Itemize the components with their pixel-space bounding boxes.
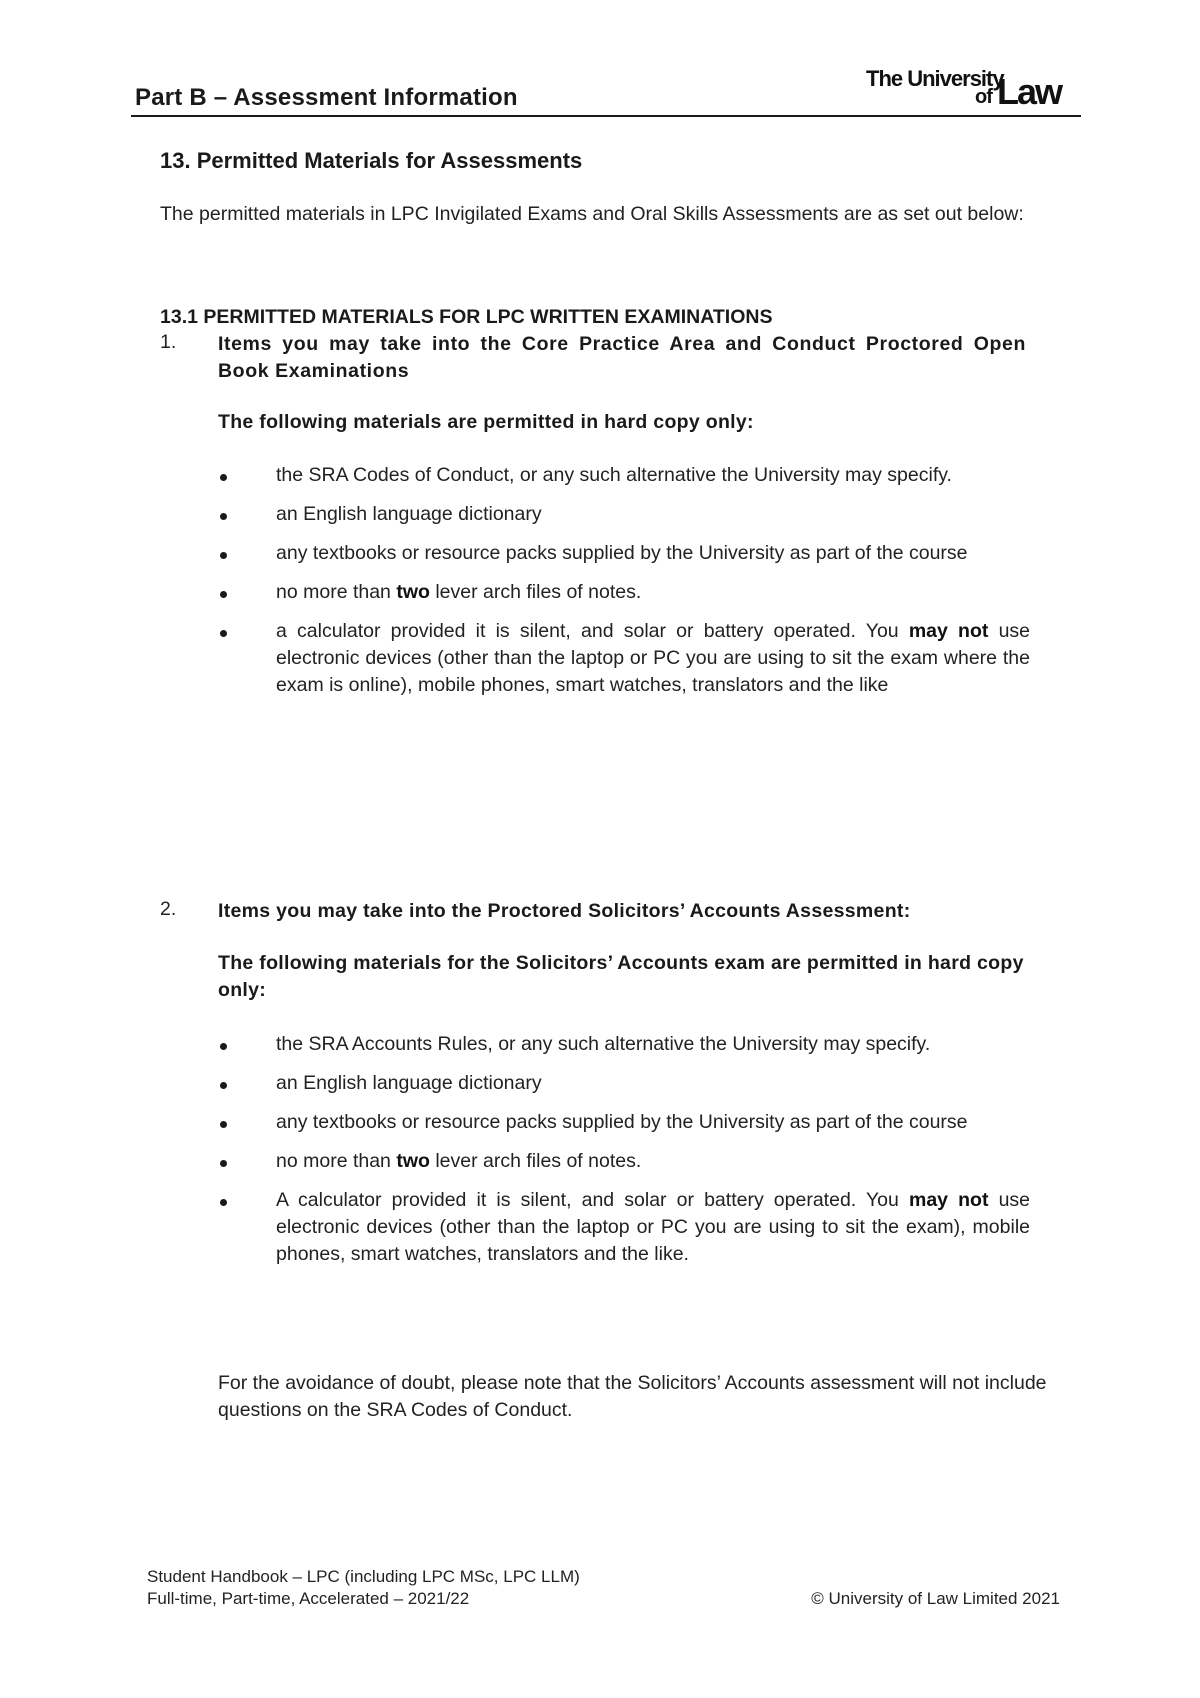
- bullet-text: an English language dictionary: [276, 1072, 542, 1094]
- list-item: [218, 1070, 1030, 1097]
- footer-copyright: © University of Law Limited 2021: [811, 1589, 1060, 1608]
- bullet-icon: [220, 1082, 227, 1089]
- bullet-text-pre: no more than: [276, 1150, 397, 1172]
- section-title: 13. Permitted Materials for Assessments: [160, 148, 583, 173]
- bullet-icon: [220, 552, 227, 559]
- bullet-icon: [220, 474, 227, 481]
- item2-bullet-list: [218, 1031, 1030, 1280]
- logo-line1: The University: [866, 66, 1004, 91]
- list-item: [218, 1031, 1030, 1058]
- item2-permitted-heading: The following materials for the Solicitors’ Accounts exam are permitted in hard copy only:: [218, 952, 1024, 1001]
- list-item: [218, 579, 1030, 606]
- bullet-text: the SRA Accounts Rules, or any such alternative the University may specify.: [276, 1033, 931, 1055]
- bullet-icon: [220, 1160, 227, 1167]
- list-item: [218, 618, 1030, 699]
- bullet-text-pre: no more than: [276, 581, 397, 603]
- list-item: [218, 1187, 1030, 1268]
- bullet-text-emphasis: two: [396, 1150, 430, 1172]
- bullet-icon: [220, 1199, 227, 1206]
- bullet-text-post: use electronic devices (other than the laptop or PC you are using to sit the exam), mobile phones, smart watches, translators and the like.: [276, 1189, 1031, 1265]
- bullet-text: any textbooks or resource packs supplied by the University as part of the course: [276, 1111, 968, 1133]
- header-divider: [131, 115, 1081, 117]
- list-item: [218, 462, 1030, 489]
- bullet-text-emphasis: may not: [908, 620, 989, 642]
- item2-heading: Items you may take into the Proctored Solicitors’ Accounts Assessment:: [218, 900, 911, 922]
- bullet-icon: [220, 513, 227, 520]
- item1-heading: Items you may take into the Core Practice Area and Conduct Proctored Open Book Examinations: [218, 333, 1026, 382]
- bullet-icon: [220, 630, 227, 637]
- logo-of: of: [975, 86, 992, 108]
- bullet-icon: [220, 591, 227, 598]
- list-item: [218, 1109, 1030, 1136]
- list-item: [218, 1148, 1030, 1175]
- bullet-text-post: lever arch files of notes.: [429, 581, 642, 603]
- item1-number: 1.: [160, 331, 177, 353]
- list-item: [218, 540, 1030, 567]
- bullet-text: any textbooks or resource packs supplied by the University as part of the course: [276, 542, 968, 564]
- avoidance-of-doubt-note: For the avoidance of doubt, please note that the Solicitors’ Accounts assessment will not include questions on the SRA Codes of Conduct.: [218, 1372, 1047, 1421]
- university-of-law-logo: [860, 66, 1070, 112]
- subsection-heading: 13.1 PERMITTED MATERIALS FOR LPC WRITTEN EXAMINATIONS: [160, 306, 773, 328]
- footer-line1: Student Handbook – LPC (including LPC MSc, LPC LLM): [147, 1567, 580, 1586]
- page-header-title: Part B – Assessment Information: [135, 84, 518, 111]
- bullet-text-emphasis: may not: [908, 1189, 989, 1211]
- logo-law: Law: [997, 71, 1062, 112]
- item1-permitted-heading: The following materials are permitted in hard copy only:: [218, 411, 754, 433]
- bullet-text-pre: A calculator provided it is silent, and solar or battery operated. You: [276, 1189, 909, 1211]
- item2-number: 2.: [160, 898, 177, 920]
- bullet-text: the SRA Codes of Conduct, or any such alternative the University may specify.: [276, 464, 952, 486]
- footer-handbook-info: [147, 1566, 580, 1610]
- bullet-text: an English language dictionary: [276, 503, 542, 525]
- bullet-icon: [220, 1043, 227, 1050]
- list-item: [218, 501, 1030, 528]
- section-intro: The permitted materials in LPC Invigilated Exams and Oral Skills Assessments are as set out below:: [160, 203, 1024, 225]
- bullet-text-emphasis: two: [396, 581, 430, 603]
- bullet-text-post: lever arch files of notes.: [429, 1150, 642, 1172]
- bullet-icon: [220, 1121, 227, 1128]
- footer-line2: Full-time, Part-time, Accelerated – 2021/22: [147, 1589, 470, 1608]
- bullet-text-pre: a calculator provided it is silent, and solar or battery operated. You: [276, 620, 909, 642]
- bullet-text-post: use electronic devices (other than the laptop or PC you are using to sit the exam where the exam is online), mobile phones, smart watches, translators and the like: [276, 620, 1031, 696]
- item1-bullet-list: [218, 462, 1030, 711]
